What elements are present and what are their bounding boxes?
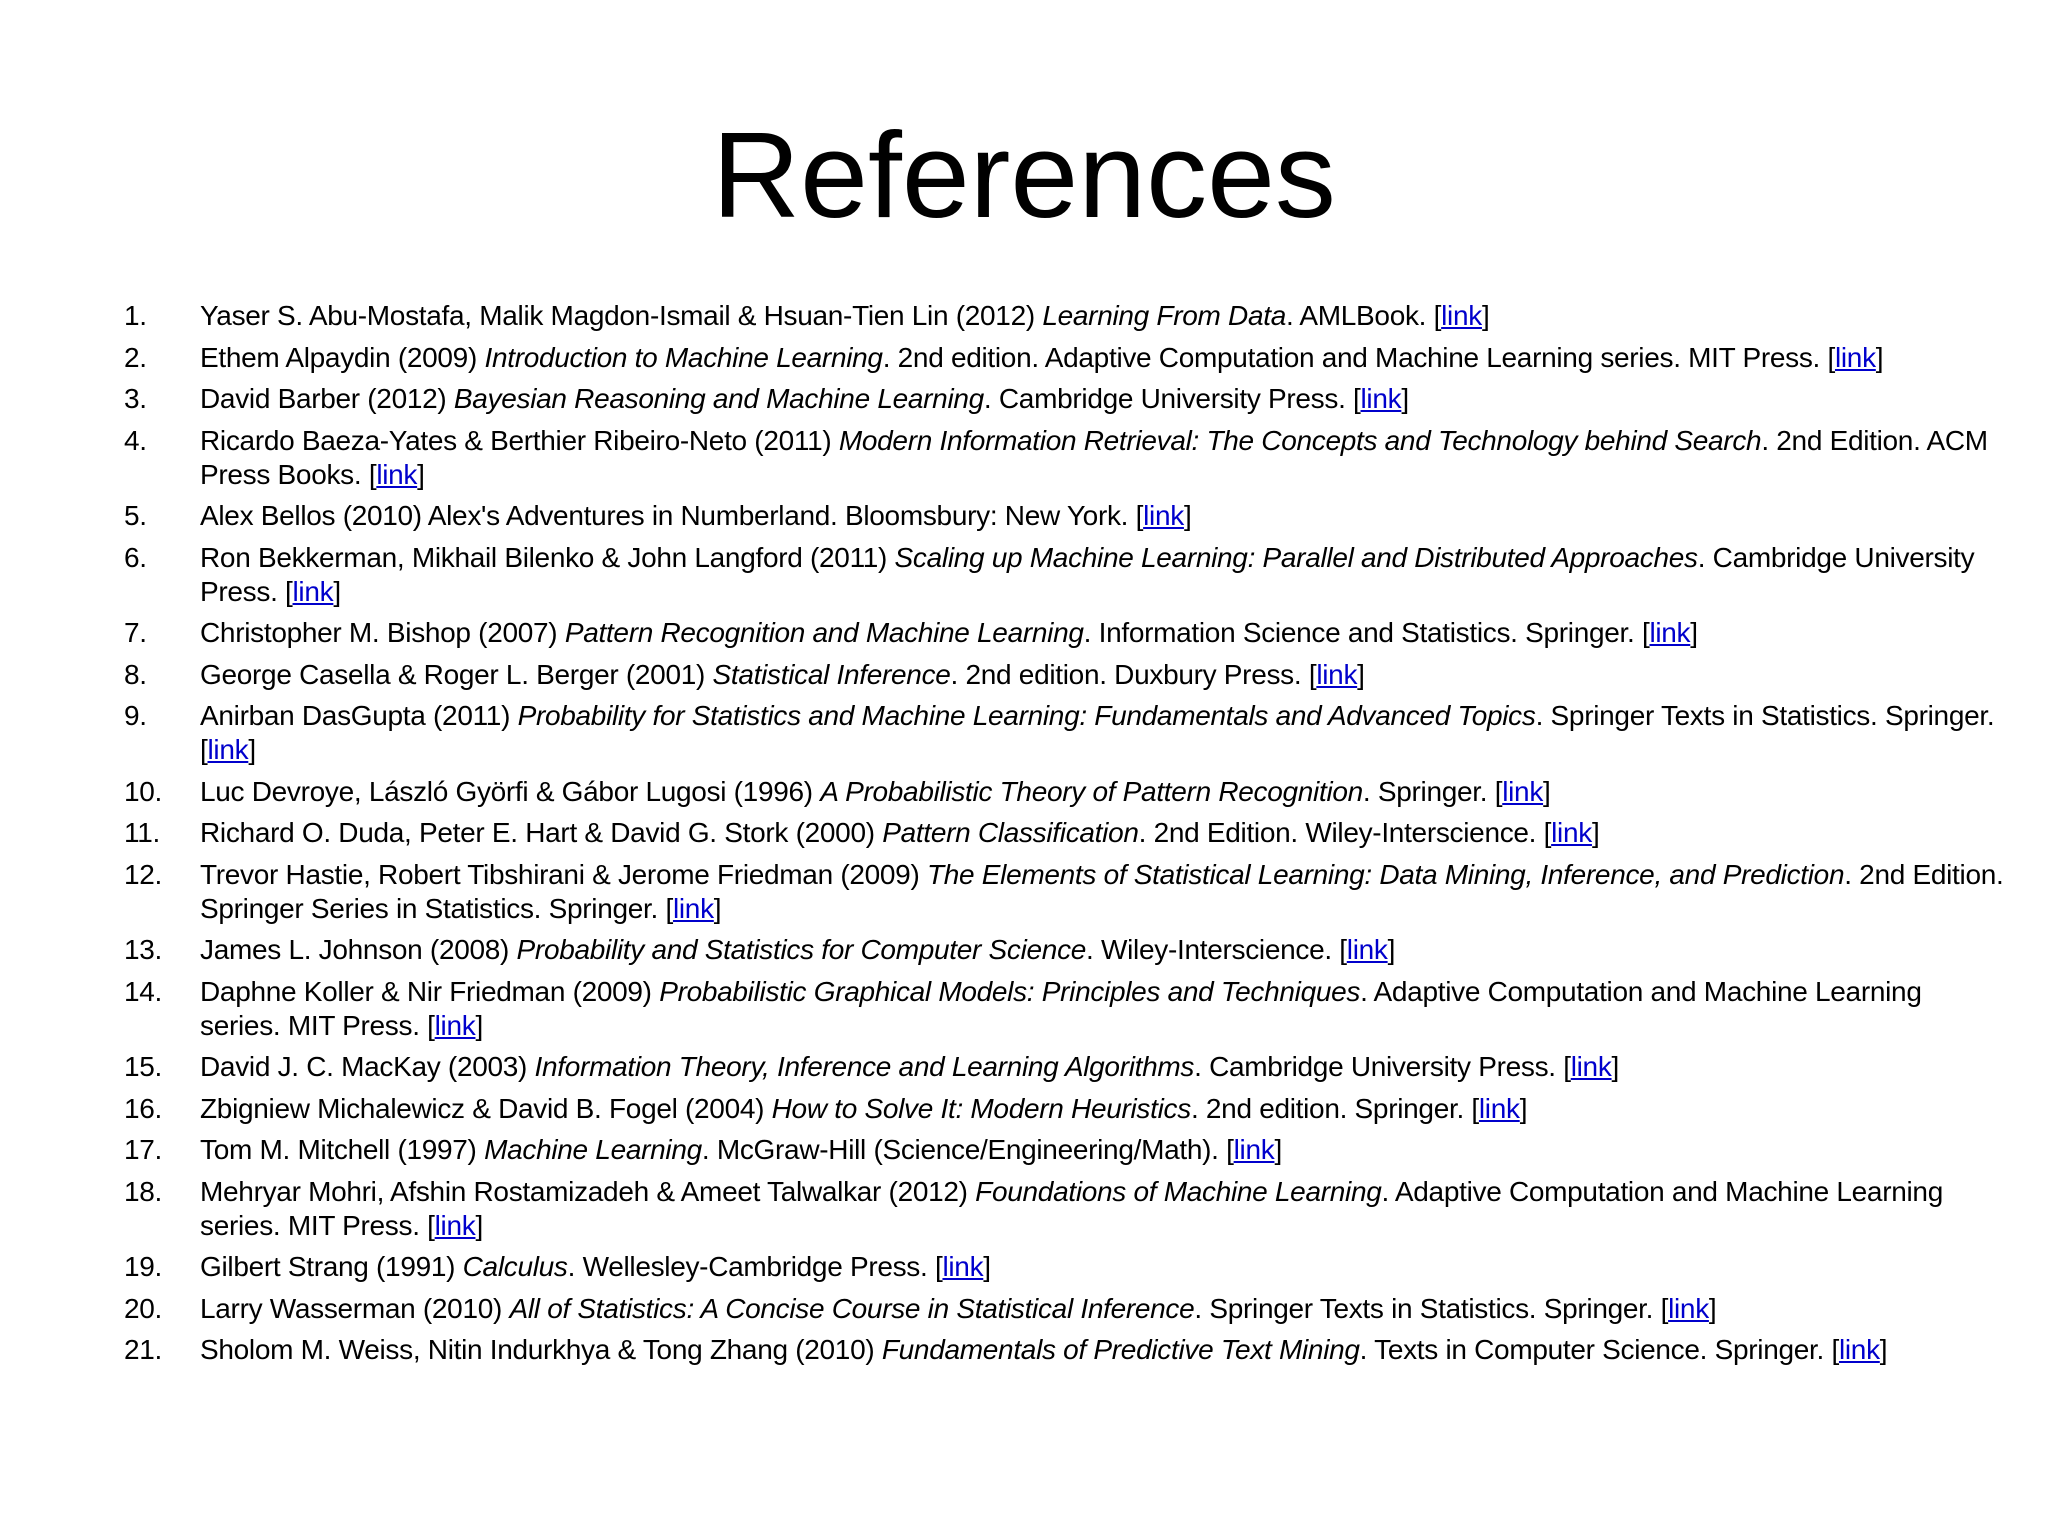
reference-number: 2. bbox=[124, 341, 147, 373]
reference-item-3 bbox=[124, 382, 2004, 416]
reference-bracket-close: ] bbox=[417, 458, 425, 490]
reference-bracket-close: ] bbox=[1183, 500, 1192, 531]
reference-bracket-close: ] bbox=[713, 892, 722, 924]
reference-number: 12. bbox=[124, 858, 163, 890]
reference-title: Statistical Inference bbox=[712, 658, 951, 690]
reference-details: . 2nd edition. Duxbury Press. [ bbox=[950, 658, 1317, 690]
reference-bracket-close: ] bbox=[475, 1009, 483, 1041]
reference-item-20 bbox=[124, 1292, 2004, 1326]
reference-authors: Christopher M. Bishop (2007) bbox=[200, 617, 565, 648]
reference-details: . 2nd Edition. Wiley-Interscience. [ bbox=[1138, 817, 1552, 848]
reference-details: . Cambridge University Press. [ bbox=[1194, 1051, 1571, 1082]
reference-number: 18. bbox=[124, 1175, 163, 1207]
reference-authors: Zbigniew Michalewicz & David B. Fogel (2004) bbox=[200, 1092, 772, 1124]
reference-text bbox=[200, 933, 2004, 967]
reference-number: 13. bbox=[124, 934, 163, 965]
reference-number: 6. bbox=[124, 541, 147, 573]
reference-title: The Elements of Statistical Learning: Data Mining, Inference, and Prediction bbox=[926, 858, 1845, 890]
reference-number: 15. bbox=[124, 1051, 163, 1082]
reference-text bbox=[200, 699, 2004, 767]
reference-number: 17. bbox=[124, 1134, 163, 1165]
reference-authors: Richard O. Duda, Peter E. Hart & David G. Stork (2000) bbox=[200, 817, 883, 848]
reference-number: 16. bbox=[124, 1092, 163, 1124]
reference-authors: Sholom M. Weiss, Nitin Indurkhya & Tong Zhang (2010) bbox=[200, 1334, 882, 1365]
reference-title: Probability and Statistics for Computer Science bbox=[516, 934, 1087, 965]
reference-bracket-close: ] bbox=[248, 734, 256, 765]
reference-link[interactable]: link bbox=[376, 458, 418, 490]
reference-authors: Yaser S. Abu-Mostafa, Malik Magdon-Ismail & Hsuan-Tien Lin (2012) bbox=[200, 300, 1043, 331]
reference-text bbox=[200, 382, 2004, 416]
reference-authors: Daphne Koller & Nir Friedman (2009) bbox=[200, 975, 660, 1007]
reference-number: 3. bbox=[124, 383, 147, 414]
reference-authors: Ron Bekkerman, Mikhail Bilenko & John Langford (2011) bbox=[200, 541, 895, 573]
reference-item-18 bbox=[124, 1175, 2004, 1243]
reference-item-21 bbox=[124, 1333, 2004, 1367]
reference-item-19 bbox=[124, 1250, 2004, 1284]
reference-item-4 bbox=[124, 424, 2004, 492]
reference-bracket-close: ] bbox=[1543, 775, 1551, 807]
reference-bracket-close: ] bbox=[1875, 341, 1884, 373]
reference-text bbox=[200, 341, 2004, 375]
reference-title: Probability for Statistics and Machine Learning: Fundamentals and Advanced Topics bbox=[517, 700, 1536, 731]
reference-authors: Trevor Hastie, Robert Tibshirani & Jerome Friedman (2009) bbox=[200, 858, 927, 890]
reference-authors: Ricardo Baeza-Yates & Berthier Ribeiro-Neto (2011) bbox=[200, 424, 839, 456]
reference-link[interactable]: link bbox=[672, 892, 714, 924]
reference-title: A Probabilistic Theory of Pattern Recognition bbox=[820, 775, 1363, 807]
reference-bracket-close: ] bbox=[475, 1209, 483, 1241]
reference-authors: David J. C. MacKay (2003) bbox=[200, 1051, 535, 1082]
reference-item-9 bbox=[124, 699, 2004, 767]
reference-text bbox=[200, 816, 2004, 850]
reference-details: . 2nd edition. Springer. [ bbox=[1190, 1092, 1479, 1124]
reference-details: . Texts in Computer Science. Springer. [ bbox=[1359, 1334, 1839, 1365]
reference-authors: Ethem Alpaydin (2009) bbox=[200, 341, 485, 373]
reference-title: Calculus bbox=[462, 1251, 568, 1282]
reference-item-17 bbox=[124, 1133, 2004, 1167]
reference-details: . Information Science and Statistics. Springer. [ bbox=[1083, 617, 1650, 648]
reference-title: Introduction to Machine Learning bbox=[484, 341, 883, 373]
reference-details: . AMLBook. [ bbox=[1285, 300, 1442, 331]
reference-authors: Luc Devroye, László Györfi & Gábor Lugosi (1996) bbox=[200, 775, 821, 807]
reference-text bbox=[200, 1050, 2004, 1084]
reference-text bbox=[200, 1250, 2004, 1284]
reference-item-6 bbox=[124, 541, 2004, 609]
reference-number: 14. bbox=[124, 975, 163, 1007]
reference-authors: Gilbert Strang (1991) bbox=[200, 1251, 463, 1282]
reference-number: 4. bbox=[124, 424, 147, 456]
reference-link[interactable]: link bbox=[1478, 1092, 1520, 1124]
reference-number: 21. bbox=[124, 1334, 163, 1365]
reference-number: 5. bbox=[124, 500, 147, 531]
reference-item-15 bbox=[124, 1050, 2004, 1084]
reference-title: Machine Learning bbox=[484, 1134, 702, 1165]
reference-number: 20. bbox=[124, 1292, 163, 1324]
reference-details: . Adaptive Computation and Machine Learning series. MIT Press. [ bbox=[200, 1175, 1943, 1241]
reference-bracket-close: ] bbox=[1519, 1092, 1528, 1124]
reference-bracket-close: ] bbox=[983, 1251, 991, 1282]
reference-title: Scaling up Machine Learning: Parallel and Distributed Approaches bbox=[894, 541, 1698, 573]
reference-details: . 2nd Edition. ACM Press Books. [ bbox=[200, 424, 1988, 490]
reference-number: 11. bbox=[124, 817, 160, 848]
reference-bracket-close: ] bbox=[1611, 1051, 1620, 1082]
reference-title: Bayesian Reasoning and Machine Learning bbox=[453, 383, 984, 414]
reference-authors: James L. Johnson (2008) bbox=[200, 934, 517, 965]
reference-details: . 2nd Edition. Springer Series in Statistics. Springer. [ bbox=[200, 858, 2004, 924]
reference-bracket-close: ] bbox=[1387, 934, 1396, 965]
reference-text bbox=[200, 499, 2004, 533]
reference-number: 7. bbox=[124, 617, 147, 648]
reference-text bbox=[200, 1092, 2004, 1126]
reference-link[interactable]: link bbox=[434, 1009, 476, 1041]
reference-text bbox=[200, 1133, 2004, 1167]
reference-link[interactable]: link bbox=[1346, 934, 1388, 965]
reference-link[interactable]: link bbox=[1502, 775, 1544, 807]
reference-link[interactable]: link bbox=[434, 1209, 476, 1241]
reference-link[interactable]: link bbox=[942, 1251, 984, 1282]
reference-text bbox=[200, 424, 2004, 492]
reference-bracket-close: ] bbox=[1357, 658, 1365, 690]
reference-link[interactable]: link bbox=[1570, 1051, 1612, 1082]
reference-link[interactable]: link bbox=[1838, 1334, 1880, 1365]
reference-title: Pattern Classification bbox=[882, 817, 1139, 848]
reference-number: 1. bbox=[124, 300, 147, 331]
reference-bracket-close: ] bbox=[333, 575, 341, 607]
reference-item-1 bbox=[124, 299, 2004, 333]
reference-authors: Anirban DasGupta (2011) bbox=[200, 700, 518, 731]
reference-details: . Adaptive Computation and Machine Learning series. MIT Press. [ bbox=[200, 975, 1922, 1041]
reference-number: 8. bbox=[124, 658, 147, 690]
reference-link[interactable]: link bbox=[207, 734, 249, 765]
reference-title: Fundamentals of Predictive Text Mining bbox=[881, 1334, 1360, 1365]
reference-title: Probabilistic Graphical Models: Principles and Techniques bbox=[659, 975, 1361, 1007]
reference-item-14 bbox=[124, 975, 2004, 1043]
reference-item-5 bbox=[124, 499, 2004, 533]
reference-details: . 2nd edition. Adaptive Computation and Machine Learning series. MIT Press. [ bbox=[882, 341, 1835, 373]
reference-authors: George Casella & Roger L. Berger (2001) bbox=[200, 658, 713, 690]
reference-link[interactable]: link bbox=[1834, 341, 1876, 373]
reference-text bbox=[200, 975, 2004, 1043]
reference-title: All of Statistics: A Concise Course in Statistical Inference bbox=[509, 1292, 1195, 1324]
reference-text bbox=[200, 616, 2004, 650]
reference-details: . Springer. [ bbox=[1362, 775, 1503, 807]
reference-link[interactable]: link bbox=[1668, 1292, 1709, 1324]
reference-item-16 bbox=[124, 1092, 2004, 1126]
reference-bracket-close: ] bbox=[1401, 383, 1409, 414]
reference-text bbox=[200, 299, 2004, 333]
reference-text bbox=[200, 541, 2004, 609]
reference-list bbox=[124, 299, 2004, 1375]
reference-title: Learning From Data bbox=[1042, 300, 1286, 331]
reference-text bbox=[200, 1333, 2004, 1367]
reference-item-2 bbox=[124, 341, 2004, 375]
reference-bracket-close: ] bbox=[1481, 300, 1490, 331]
reference-link[interactable]: link bbox=[1360, 383, 1402, 414]
reference-link[interactable]: link bbox=[1649, 617, 1691, 648]
reference-authors: Mehryar Mohri, Afshin Rostamizadeh & Ameet Talwalkar (2012) bbox=[200, 1175, 976, 1207]
reference-title: Modern Information Retrieval: The Concepts and Technology behind Search bbox=[838, 424, 1762, 456]
reference-details: . Springer Texts in Statistics. Springer. [ bbox=[1194, 1292, 1669, 1324]
reference-authors: Alex Bellos (2010) Alex's Adventures in Numberland. Bloomsbury: New York. [ bbox=[200, 500, 1144, 531]
reference-bracket-close: ] bbox=[1591, 817, 1600, 848]
reference-link[interactable]: link bbox=[1551, 817, 1592, 848]
reference-link[interactable]: link bbox=[1316, 658, 1358, 690]
reference-link[interactable]: link bbox=[1143, 500, 1184, 531]
reference-details: . Springer Texts in Statistics. Springer. [ bbox=[200, 700, 1995, 765]
reference-item-11 bbox=[124, 816, 2004, 850]
reference-number: 9. bbox=[124, 700, 147, 731]
reference-text bbox=[200, 858, 2004, 926]
reference-text bbox=[200, 658, 2004, 692]
reference-item-10 bbox=[124, 775, 2004, 809]
page-title: References bbox=[712, 107, 1336, 243]
reference-details: . Wellesley-Cambridge Press. [ bbox=[567, 1251, 943, 1282]
reference-title: Pattern Recognition and Machine Learning bbox=[564, 617, 1084, 648]
reference-details: . Cambridge University Press. [ bbox=[983, 383, 1361, 414]
reference-text bbox=[200, 1175, 2004, 1243]
reference-bracket-close: ] bbox=[1274, 1134, 1282, 1165]
reference-link[interactable]: link bbox=[292, 575, 334, 607]
reference-details: . Cambridge University Press. [ bbox=[200, 541, 1975, 607]
reference-title: Information Theory, Inference and Learning Algorithms bbox=[534, 1051, 1195, 1082]
reference-bracket-close: ] bbox=[1708, 1292, 1717, 1324]
reference-details: . McGraw-Hill (Science/Engineering/Math). [ bbox=[701, 1134, 1234, 1165]
reference-bracket-close: ] bbox=[1690, 617, 1698, 648]
reference-number: 10. bbox=[124, 775, 163, 807]
reference-title: Foundations of Machine Learning bbox=[975, 1175, 1382, 1207]
reference-link[interactable]: link bbox=[1441, 300, 1482, 331]
reference-bracket-close: ] bbox=[1879, 1334, 1888, 1365]
reference-text bbox=[200, 775, 2004, 809]
reference-title: How to Solve It: Modern Heuristics bbox=[771, 1092, 1191, 1124]
reference-item-13 bbox=[124, 933, 2004, 967]
reference-authors: Larry Wasserman (2010) bbox=[200, 1292, 510, 1324]
reference-authors: Tom M. Mitchell (1997) bbox=[200, 1134, 485, 1165]
reference-text bbox=[200, 1292, 2004, 1326]
reference-item-12 bbox=[124, 858, 2004, 926]
reference-authors: David Barber (2012) bbox=[200, 383, 454, 414]
reference-number: 19. bbox=[124, 1251, 163, 1282]
reference-item-8 bbox=[124, 658, 2004, 692]
reference-item-7 bbox=[124, 616, 2004, 650]
reference-details: . Wiley-Interscience. [ bbox=[1086, 934, 1347, 965]
reference-link[interactable]: link bbox=[1233, 1134, 1275, 1165]
